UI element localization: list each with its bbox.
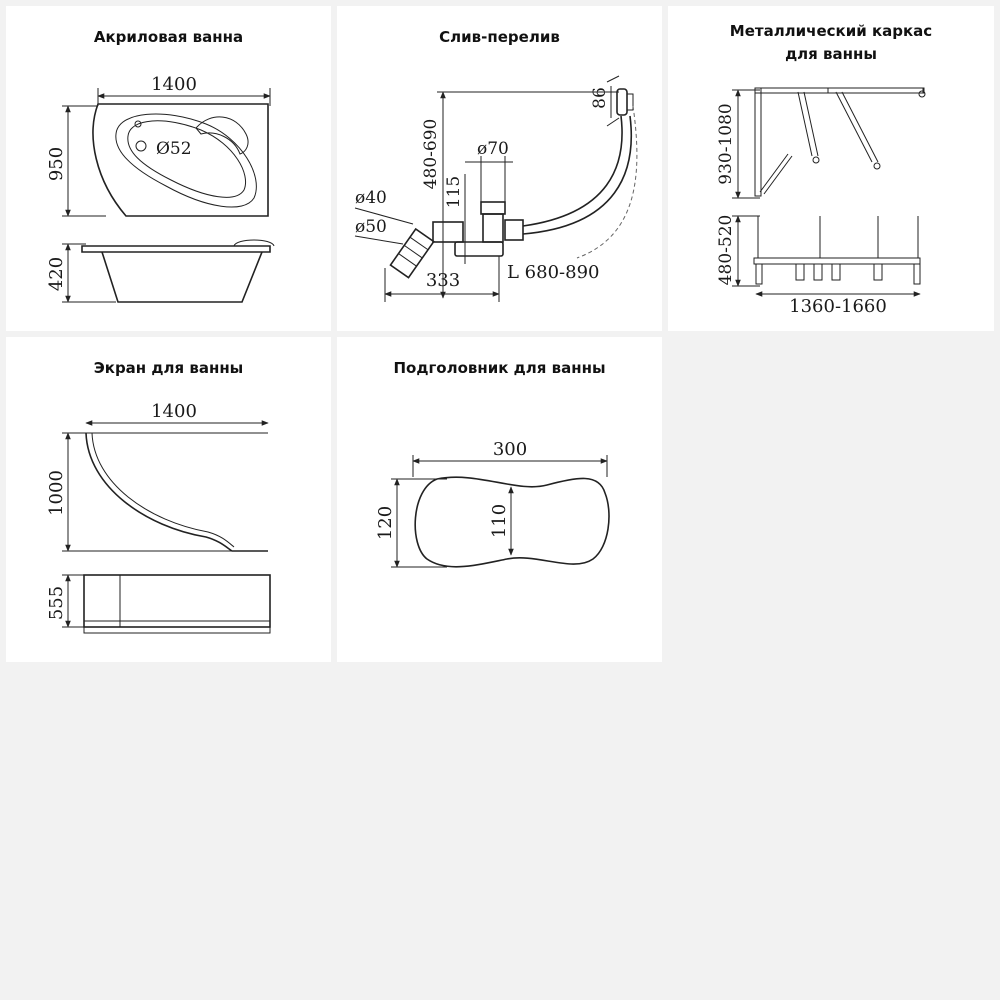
frame-rail-top bbox=[755, 88, 923, 93]
frame-rail-left bbox=[755, 88, 761, 196]
card-title: Экран для ванны bbox=[93, 359, 244, 377]
dim-width-label: 1400 bbox=[151, 401, 197, 422]
headrest-drawing bbox=[337, 337, 662, 662]
card-headrest bbox=[337, 337, 662, 662]
drain-hole-icon bbox=[136, 141, 146, 151]
dim-width-label: 1400 bbox=[151, 74, 197, 95]
dim-overflow-label: 86 bbox=[590, 87, 610, 109]
dim-width-label: 300 bbox=[492, 439, 528, 460]
dim-drain-height-label: 115 bbox=[444, 175, 464, 209]
dim-offset-label: 333 bbox=[425, 270, 461, 291]
dim-height-label: 1000 bbox=[46, 470, 67, 516]
screen-plan-curve bbox=[86, 433, 268, 551]
headrest-shape bbox=[415, 477, 609, 567]
dim-outlet-label: ø70 bbox=[477, 139, 509, 159]
card-drain-overflow bbox=[337, 6, 662, 331]
drain-elbow bbox=[433, 222, 463, 242]
frame-base-rail bbox=[754, 258, 920, 264]
dim-width-range-label: 1360-1660 bbox=[789, 296, 887, 317]
bath-plan-outline bbox=[93, 104, 268, 216]
card-title: Слив-перелив bbox=[439, 28, 560, 46]
dim-length-label: L 680-890 bbox=[507, 262, 600, 283]
card-bath-screen bbox=[6, 337, 331, 662]
overflow-head bbox=[617, 89, 627, 115]
bath-drawing bbox=[6, 6, 331, 331]
dim-leg-range-label: 480-520 bbox=[716, 214, 736, 286]
drain-body bbox=[483, 214, 503, 242]
dim-pipe50-label: ø50 bbox=[355, 217, 387, 237]
bath-basin bbox=[116, 114, 257, 207]
card-acrylic-bath bbox=[6, 6, 331, 331]
hose-extended bbox=[577, 106, 637, 258]
dim-height-label: 420 bbox=[46, 256, 67, 292]
card-metal-frame bbox=[668, 6, 994, 331]
frame-drawing bbox=[668, 6, 994, 331]
screen-front-panel bbox=[84, 575, 270, 627]
bath-basin-inner bbox=[128, 121, 246, 197]
dim-inner-height-label: 110 bbox=[489, 503, 510, 539]
dim-top-range-label: 930-1080 bbox=[716, 103, 736, 185]
card-title-line2: для ванны bbox=[785, 45, 877, 63]
screen-drawing bbox=[6, 337, 331, 662]
dim-depth-label: 950 bbox=[46, 146, 67, 182]
dim-front-height-label: 555 bbox=[46, 585, 67, 621]
overflow-hose bbox=[523, 116, 622, 226]
bath-side-body bbox=[102, 252, 262, 302]
bath-side-headrest bbox=[234, 240, 274, 246]
dim-height-range-label: 480-690 bbox=[421, 118, 441, 190]
bath-rim bbox=[82, 246, 270, 252]
dim-outer-height-label: 120 bbox=[375, 505, 396, 541]
card-title-line1: Металлический каркас bbox=[729, 22, 933, 40]
drain-plug bbox=[481, 202, 505, 214]
drain-trap bbox=[455, 242, 503, 256]
dim-pipe40-label: ø40 bbox=[355, 188, 387, 208]
drain-drawing bbox=[337, 6, 662, 331]
dim-hole-label: Ø52 bbox=[156, 139, 192, 159]
card-title: Подголовник для ванны bbox=[393, 359, 606, 377]
frame-strut bbox=[798, 92, 812, 156]
card-title: Акриловая ванна bbox=[93, 28, 244, 46]
